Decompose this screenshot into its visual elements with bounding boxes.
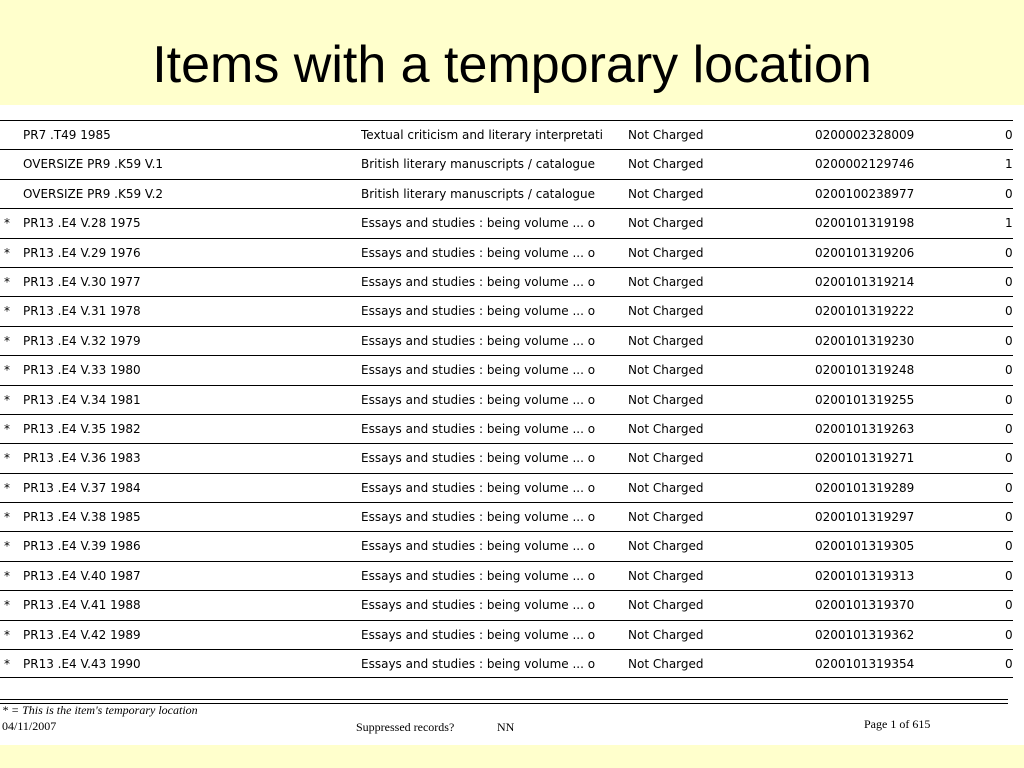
item-count: 0 <box>1005 568 1013 583</box>
item-barcode: 0200101319263 <box>815 421 915 436</box>
table-row <box>0 561 1013 590</box>
call-number: OVERSIZE PR9 .K59 V.2 <box>23 186 164 201</box>
item-barcode: 0200101319305 <box>815 539 915 554</box>
temporary-location-marker: * <box>4 451 10 466</box>
item-barcode: 0200101319206 <box>815 245 915 260</box>
slide-title: Items with a temporary location <box>152 36 872 94</box>
call-number: PR13 .E4 V.30 1977 <box>23 274 141 289</box>
item-barcode: 0200101319289 <box>815 480 915 495</box>
item-barcode: 0200101319370 <box>815 598 915 613</box>
table-row <box>0 502 1013 531</box>
item-count: 0 <box>1005 598 1013 613</box>
temporary-location-marker: * <box>4 363 10 378</box>
item-barcode: 0200101319362 <box>815 627 915 642</box>
charge-status: Not Charged <box>628 568 704 583</box>
charge-status: Not Charged <box>628 598 704 613</box>
charge-status: Not Charged <box>628 392 704 407</box>
table-row <box>0 473 1013 502</box>
table-row <box>0 385 1013 414</box>
item-title: British literary manuscripts / catalogue <box>361 157 596 172</box>
table-row <box>0 355 1013 384</box>
charge-status: Not Charged <box>628 304 704 319</box>
table-row <box>0 326 1013 355</box>
item-title: Essays and studies : being volume ... o <box>361 245 596 260</box>
item-title: Essays and studies : being volume ... o <box>361 274 596 289</box>
item-title: Essays and studies : being volume ... o <box>361 216 596 231</box>
temporary-location-marker: * <box>4 421 10 436</box>
table-row <box>0 590 1013 619</box>
table-row <box>0 149 1013 178</box>
item-count: 0 <box>1005 304 1013 319</box>
item-count: 0 <box>1005 451 1013 466</box>
charge-status: Not Charged <box>628 451 704 466</box>
charge-status: Not Charged <box>628 539 704 554</box>
charge-status: Not Charged <box>628 627 704 642</box>
item-title: Essays and studies : being volume ... o <box>361 451 596 466</box>
suppressed-records-label: Suppressed records? <box>356 720 455 734</box>
charge-status: Not Charged <box>628 657 704 672</box>
call-number: PR13 .E4 V.42 1989 <box>23 627 141 642</box>
charge-status: Not Charged <box>628 186 704 201</box>
call-number: PR13 .E4 V.41 1988 <box>23 598 141 613</box>
charge-status: Not Charged <box>628 333 704 348</box>
table-row <box>0 238 1013 267</box>
charge-status: Not Charged <box>628 480 704 495</box>
item-barcode: 0200101319271 <box>815 451 915 466</box>
item-title: British literary manuscripts / catalogue <box>361 186 596 201</box>
call-number: PR13 .E4 V.31 1978 <box>23 304 141 319</box>
charge-status: Not Charged <box>628 245 704 260</box>
temporary-location-marker: * <box>4 245 10 260</box>
item-title: Essays and studies : being volume ... o <box>361 598 596 613</box>
item-title: Essays and studies : being volume ... o <box>361 657 596 672</box>
temporary-location-marker: * <box>4 510 10 525</box>
temporary-location-marker: * <box>4 274 10 289</box>
item-title: Essays and studies : being volume ... o <box>361 304 596 319</box>
item-barcode: 0200101319198 <box>815 216 915 231</box>
call-number: PR13 .E4 V.33 1980 <box>23 363 141 378</box>
item-count: 0 <box>1005 333 1013 348</box>
item-count: 0 <box>1005 510 1013 525</box>
item-count: 1 <box>1005 157 1013 172</box>
table-row <box>0 208 1013 237</box>
call-number: PR13 .E4 V.35 1982 <box>23 421 141 436</box>
footer-divider <box>0 699 1008 700</box>
call-number: PR13 .E4 V.28 1975 <box>23 216 141 231</box>
item-title: Essays and studies : being volume ... o <box>361 333 596 348</box>
item-count: 0 <box>1005 480 1013 495</box>
item-barcode: 0200100238977 <box>815 186 915 201</box>
temporary-location-marker: * <box>4 333 10 348</box>
temporary-location-marker: * <box>4 627 10 642</box>
footnote: * = This is the item's temporary location <box>2 703 198 717</box>
temporary-location-marker: * <box>4 392 10 407</box>
item-title: Essays and studies : being volume ... o <box>361 568 596 583</box>
charge-status: Not Charged <box>628 510 704 525</box>
table-row <box>0 296 1013 325</box>
item-barcode: 0200101319214 <box>815 274 915 289</box>
item-barcode: 0200101319222 <box>815 304 915 319</box>
item-barcode: 0200002129746 <box>815 157 915 172</box>
item-title: Essays and studies : being volume ... o <box>361 480 596 495</box>
item-barcode: 0200101319313 <box>815 568 915 583</box>
table-row <box>0 414 1013 443</box>
charge-status: Not Charged <box>628 363 704 378</box>
item-title: Essays and studies : being volume ... o <box>361 421 596 436</box>
table-row <box>0 443 1013 472</box>
item-count: 1 <box>1005 216 1013 231</box>
temporary-location-marker: * <box>4 216 10 231</box>
item-count: 0 <box>1005 657 1013 672</box>
item-title: Essays and studies : being volume ... o <box>361 363 596 378</box>
item-count: 0 <box>1005 363 1013 378</box>
item-count: 0 <box>1005 392 1013 407</box>
temporary-location-marker: * <box>4 657 10 672</box>
item-barcode: 0200101319248 <box>815 363 915 378</box>
report-page <box>0 105 1024 745</box>
call-number: OVERSIZE PR9 .K59 V.1 <box>23 157 164 172</box>
item-barcode: 0200101319354 <box>815 657 915 672</box>
table-row <box>0 179 1013 208</box>
call-number: PR13 .E4 V.43 1990 <box>23 657 141 672</box>
call-number: PR13 .E4 V.40 1987 <box>23 568 141 583</box>
item-title: Essays and studies : being volume ... o <box>361 510 596 525</box>
table-row <box>0 620 1013 649</box>
item-count: 0 <box>1005 539 1013 554</box>
report-date: 04/11/2007 <box>2 719 57 733</box>
charge-status: Not Charged <box>628 216 704 231</box>
temporary-location-marker: * <box>4 598 10 613</box>
item-barcode: 0200101319255 <box>815 392 915 407</box>
charge-status: Not Charged <box>628 274 704 289</box>
call-number: PR13 .E4 V.34 1981 <box>23 392 141 407</box>
charge-status: Not Charged <box>628 157 704 172</box>
report-table <box>0 120 1013 678</box>
item-count: 0 <box>1005 128 1013 142</box>
call-number: PR13 .E4 V.39 1986 <box>23 539 141 554</box>
item-count: 0 <box>1005 186 1013 201</box>
item-barcode: 0200002328009 <box>815 128 915 142</box>
item-barcode: 0200101319297 <box>815 510 915 525</box>
call-number: PR13 .E4 V.36 1983 <box>23 451 141 466</box>
page-number: Page 1 of 615 <box>864 717 931 731</box>
call-number: PR7 .T49 1985 <box>23 128 111 142</box>
call-number: PR13 .E4 V.38 1985 <box>23 510 141 525</box>
item-title: Essays and studies : being volume ... o <box>361 392 596 407</box>
item-count: 0 <box>1005 245 1013 260</box>
temporary-location-marker: * <box>4 539 10 554</box>
charge-status: Not Charged <box>628 128 704 142</box>
call-number: PR13 .E4 V.29 1976 <box>23 245 141 260</box>
temporary-location-marker: * <box>4 480 10 495</box>
table-row <box>0 531 1013 560</box>
suppressed-records-value: NN <box>497 720 515 734</box>
item-title: Essays and studies : being volume ... o <box>361 627 596 642</box>
item-count: 0 <box>1005 274 1013 289</box>
table-row <box>0 120 1013 149</box>
call-number: PR13 .E4 V.37 1984 <box>23 480 141 495</box>
table-row <box>0 649 1013 678</box>
item-title: Essays and studies : being volume ... o <box>361 539 596 554</box>
item-barcode: 0200101319230 <box>815 333 915 348</box>
charge-status: Not Charged <box>628 421 704 436</box>
temporary-location-marker: * <box>4 568 10 583</box>
item-count: 0 <box>1005 627 1013 642</box>
item-count: 0 <box>1005 421 1013 436</box>
call-number: PR13 .E4 V.32 1979 <box>23 333 141 348</box>
item-title: Textual criticism and literary interpretati <box>361 128 603 142</box>
temporary-location-marker: * <box>4 304 10 319</box>
table-row <box>0 267 1013 296</box>
